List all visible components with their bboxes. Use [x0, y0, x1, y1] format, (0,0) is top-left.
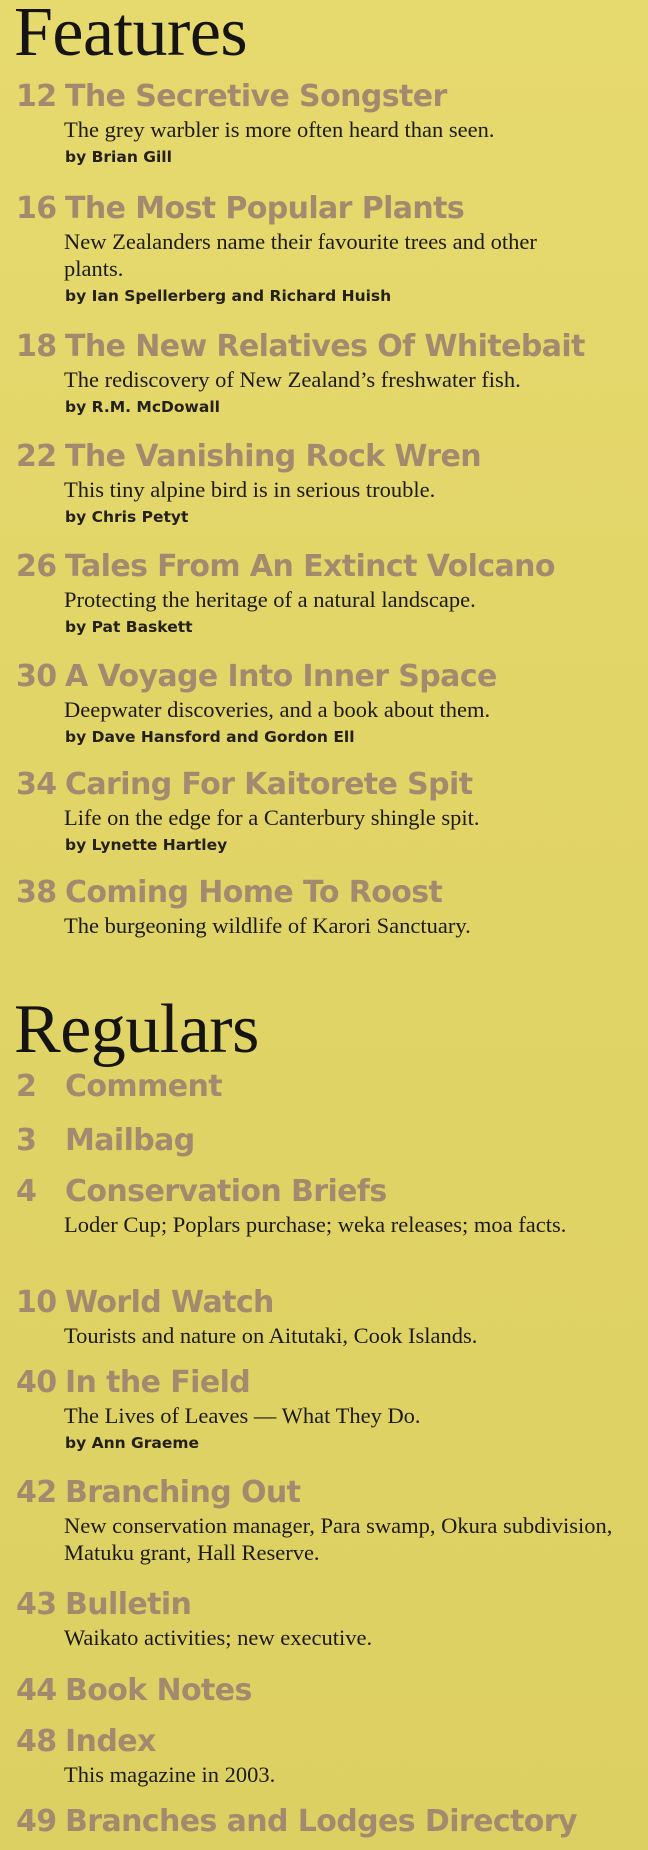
entry-description: This magazine in 2003.	[64, 1762, 276, 1787]
entry-title[interactable]: Caring For Kaitorete Spit	[65, 767, 473, 802]
entry-title[interactable]: Index	[65, 1724, 156, 1759]
entry-title[interactable]: Coming Home To Roost	[65, 875, 443, 910]
feature-entry-30[interactable]	[16, 660, 636, 747]
entry-title[interactable]: The Most Popular Plants	[65, 191, 465, 226]
entry-page-number: 42	[16, 1475, 57, 1510]
entry-description: This tiny alpine bird is in serious trouble.	[64, 477, 436, 502]
entry-title[interactable]: Bulletin	[65, 1587, 192, 1622]
regular-entry-42[interactable]	[16, 1476, 636, 1566]
entry-title[interactable]: The New Relatives Of Whitebait	[65, 329, 585, 364]
entry-description: Deepwater discoveries, and a book about them.	[64, 697, 491, 722]
regular-entry-49[interactable]	[16, 1805, 636, 1839]
entry-author: by Ian Spellerberg and Richard Huish	[65, 287, 392, 305]
entry-page-number: 44	[16, 1673, 57, 1708]
feature-entry-16[interactable]	[16, 192, 636, 306]
entry-author: by Dave Hansford and Gordon Ell	[65, 728, 355, 746]
entry-author: by Ann Graeme	[65, 1434, 200, 1452]
entry-page-number: 40	[16, 1365, 57, 1400]
regulars-heading: Regulars	[14, 991, 259, 1068]
entry-page-number: 49	[16, 1804, 57, 1839]
entry-title[interactable]: In the Field	[65, 1365, 251, 1400]
entry-title[interactable]: Branching Out	[65, 1475, 301, 1510]
entry-description: Waikato activities; new executive.	[64, 1625, 373, 1650]
regular-entry-44[interactable]	[16, 1674, 636, 1708]
entry-description: The burgeoning wildlife of Karori Sanctuary.	[64, 913, 471, 938]
entry-page-number: 34	[16, 767, 57, 802]
entry-page-number: 3	[16, 1123, 37, 1158]
feature-entry-18[interactable]	[16, 330, 636, 417]
feature-entry-12[interactable]	[16, 80, 636, 167]
entry-title[interactable]: Book Notes	[65, 1673, 252, 1708]
regular-entry-3[interactable]	[16, 1124, 636, 1158]
feature-entry-22[interactable]	[16, 440, 636, 527]
entry-description: The Lives of Leaves — What They Do.	[64, 1403, 421, 1428]
entry-description: The grey warbler is more often heard than seen.	[64, 117, 495, 142]
entry-author: by Pat Baskett	[65, 618, 193, 636]
features-heading: Features	[14, 0, 248, 71]
entry-page-number: 48	[16, 1724, 57, 1759]
entry-description: Loder Cup; Poplars purchase; weka releases; moa facts.	[64, 1212, 567, 1237]
regular-entry-40[interactable]	[16, 1366, 636, 1453]
entry-title[interactable]: The Vanishing Rock Wren	[65, 439, 481, 474]
entry-title[interactable]: The Secretive Songster	[65, 79, 447, 114]
entry-description: New Zealanders name their favourite trees and other plants.	[64, 229, 537, 281]
entry-title[interactable]: Branches and Lodges Directory	[65, 1804, 577, 1839]
entry-page-number: 12	[16, 79, 57, 114]
entry-page-number: 22	[16, 439, 57, 474]
entry-title[interactable]: Tales From An Extinct Volcano	[65, 549, 555, 584]
entry-description: Tourists and nature on Aitutaki, Cook Islands.	[64, 1323, 478, 1348]
feature-entry-38[interactable]	[16, 876, 636, 939]
entry-page-number: 18	[16, 329, 57, 364]
entry-page-number: 43	[16, 1587, 57, 1622]
entry-page-number: 4	[16, 1174, 37, 1209]
entry-page-number: 30	[16, 659, 57, 694]
entry-author: by Chris Petyt	[65, 508, 189, 526]
entry-description: The rediscovery of New Zealand’s freshwater fish.	[64, 367, 521, 392]
entry-author: by Brian Gill	[65, 148, 172, 166]
regular-entry-2[interactable]	[16, 1070, 636, 1104]
entry-page-number: 10	[16, 1285, 57, 1320]
entry-author: by Lynette Hartley	[65, 836, 228, 854]
entry-author: by R.M. McDowall	[65, 398, 220, 416]
regular-entry-43[interactable]	[16, 1588, 636, 1651]
entry-title[interactable]: World Watch	[65, 1285, 274, 1320]
feature-entry-26[interactable]	[16, 550, 636, 637]
entry-title[interactable]: A Voyage Into Inner Space	[65, 659, 497, 694]
entry-title[interactable]: Conservation Briefs	[65, 1174, 387, 1209]
regular-entry-48[interactable]	[16, 1725, 636, 1788]
entry-page-number: 26	[16, 549, 57, 584]
entry-title[interactable]: Mailbag	[65, 1123, 195, 1158]
entry-page-number: 16	[16, 191, 57, 226]
regular-entry-10[interactable]	[16, 1286, 636, 1349]
entry-description: New conservation manager, Para swamp, Okura subdivision, Matuku grant, Hall Reserve.	[64, 1513, 613, 1565]
entry-page-number: 2	[16, 1069, 37, 1104]
entry-page-number: 38	[16, 875, 57, 910]
entry-description: Life on the edge for a Canterbury shingle spit.	[64, 805, 480, 830]
entry-description: Protecting the heritage of a natural landscape.	[64, 587, 476, 612]
feature-entry-34[interactable]	[16, 768, 636, 855]
regular-entry-4[interactable]	[16, 1175, 636, 1238]
entry-title[interactable]: Comment	[65, 1069, 222, 1104]
